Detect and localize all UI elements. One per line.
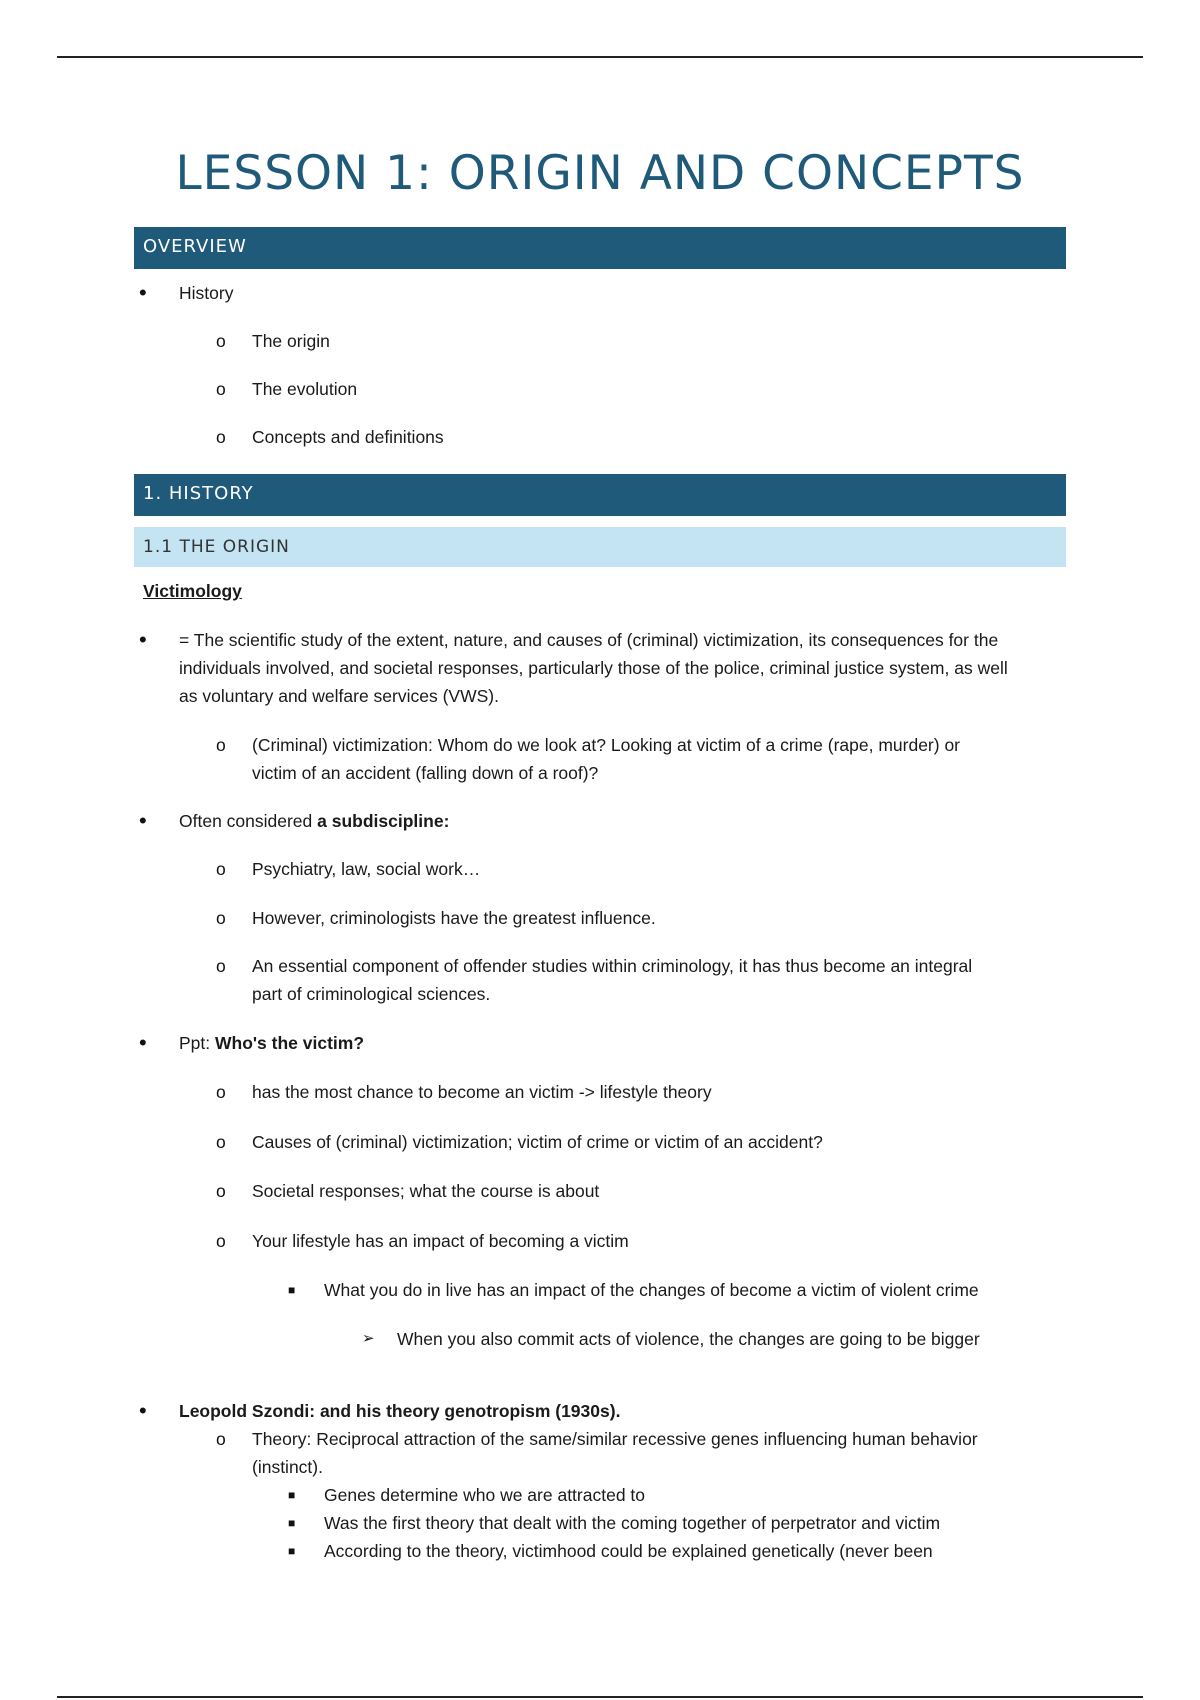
bullet-disc-icon: • <box>139 627 147 652</box>
term-victimology: Victimology <box>143 581 242 601</box>
definition-line: = The scientific study of the extent, nature, and causes of (criminal) victimization, its consequences for the <box>179 630 999 650</box>
overview-subitem: The origin <box>252 331 330 351</box>
bullet-circle-icon: o <box>216 1132 226 1152</box>
bullet-disc-icon: • <box>139 1398 147 1423</box>
ppt-subitem: has the most chance to become an victim -> lifestyle theory <box>252 1082 712 1102</box>
subdiscipline-item <box>179 807 449 835</box>
szondi-theory-line: Theory: Reciprocal attraction of the same/similar recessive genes influencing human behavior <box>252 1429 978 1449</box>
ppt-item <box>179 1029 364 1057</box>
bullet-disc-icon: • <box>139 1030 147 1055</box>
bullet-circle-icon: o <box>216 379 226 399</box>
bullet-arrow-icon: ➢ <box>362 1330 375 1347</box>
page-title: LESSON 1: ORIGIN AND CONCEPTS <box>175 146 1025 201</box>
szondi-item: Leopold Szondi: and his theory genotropism (1930s). <box>179 1401 621 1421</box>
szondi-subitem: Was the first theory that dealt with the coming together of perpetrator and victim <box>324 1513 941 1533</box>
bullet-circle-icon: o <box>216 908 226 928</box>
definition-sub-line: (Criminal) victimization: Whom do we look at? Looking at victim of a crime (rape, murder) or <box>252 735 960 755</box>
bullet-circle-icon: o <box>216 331 226 351</box>
bullet-circle-icon: o <box>216 1429 226 1449</box>
bottom-rule <box>57 1696 1143 1698</box>
overview-subitem: The evolution <box>252 379 358 399</box>
subdiscipline-subitem: An essential component of offender studies within criminology, it has thus become an integral <box>252 956 973 976</box>
subdiscipline-subitem: However, criminologists have the greatest influence. <box>252 908 656 928</box>
ppt-subitem: Your lifestyle has an impact of becoming a victim <box>252 1231 629 1251</box>
top-rule <box>57 56 1143 58</box>
overview-heading: OVERVIEW <box>134 227 1066 269</box>
history-heading: 1. HISTORY <box>134 474 1066 516</box>
szondi-theory-line: (instinct). <box>252 1457 323 1477</box>
ppt-arrow-item: When you also commit acts of violence, the changes are going to be bigger <box>397 1329 980 1349</box>
ppt-subitem: Causes of (criminal) victimization; victim of crime or victim of an accident? <box>252 1132 823 1152</box>
bullet-circle-icon: o <box>216 1181 226 1201</box>
subdiscipline-subitem: Psychiatry, law, social work… <box>252 859 481 879</box>
overview-item: History <box>179 283 234 303</box>
ppt-subsubitem: What you do in live has an impact of the changes of become a victim of violent crime <box>324 1280 979 1300</box>
origin-subheading: 1.1 THE ORIGIN <box>134 527 1066 567</box>
szondi-subitem: According to the theory, victimhood could be explained genetically (never been <box>324 1541 933 1561</box>
bullet-circle-icon: o <box>216 1082 226 1102</box>
subdiscipline-bold: a subdiscipline: <box>317 811 450 831</box>
subdiscipline-subitem: part of criminological sciences. <box>252 984 491 1004</box>
bullet-square-icon: ■ <box>288 1488 296 1502</box>
ppt-prefix: Ppt: <box>179 1033 215 1053</box>
bullet-circle-icon: o <box>216 427 226 447</box>
bullet-square-icon: ■ <box>288 1544 296 1558</box>
bullet-circle-icon: o <box>216 735 226 755</box>
definition-line: as voluntary and welfare services (VWS). <box>179 686 499 706</box>
bullet-disc-icon: • <box>139 808 147 833</box>
definition-line: individuals involved, and societal responses, particularly those of the police, criminal justice system, as well <box>179 658 1008 678</box>
bullet-circle-icon: o <box>216 859 226 879</box>
overview-subitem: Concepts and definitions <box>252 427 444 447</box>
bullet-square-icon: ■ <box>288 1516 296 1530</box>
ppt-subitem: Societal responses; what the course is about <box>252 1181 600 1201</box>
szondi-subitem: Genes determine who we are attracted to <box>324 1485 646 1505</box>
bullet-circle-icon: o <box>216 1231 226 1251</box>
subdiscipline-prefix: Often considered <box>179 811 318 831</box>
ppt-bold: Who's the victim? <box>215 1033 365 1053</box>
bullet-circle-icon: o <box>216 956 226 976</box>
definition-sub-line: victim of an accident (falling down of a roof)? <box>252 763 599 783</box>
bullet-square-icon: ■ <box>288 1283 296 1297</box>
bullet-disc-icon: • <box>139 280 147 305</box>
